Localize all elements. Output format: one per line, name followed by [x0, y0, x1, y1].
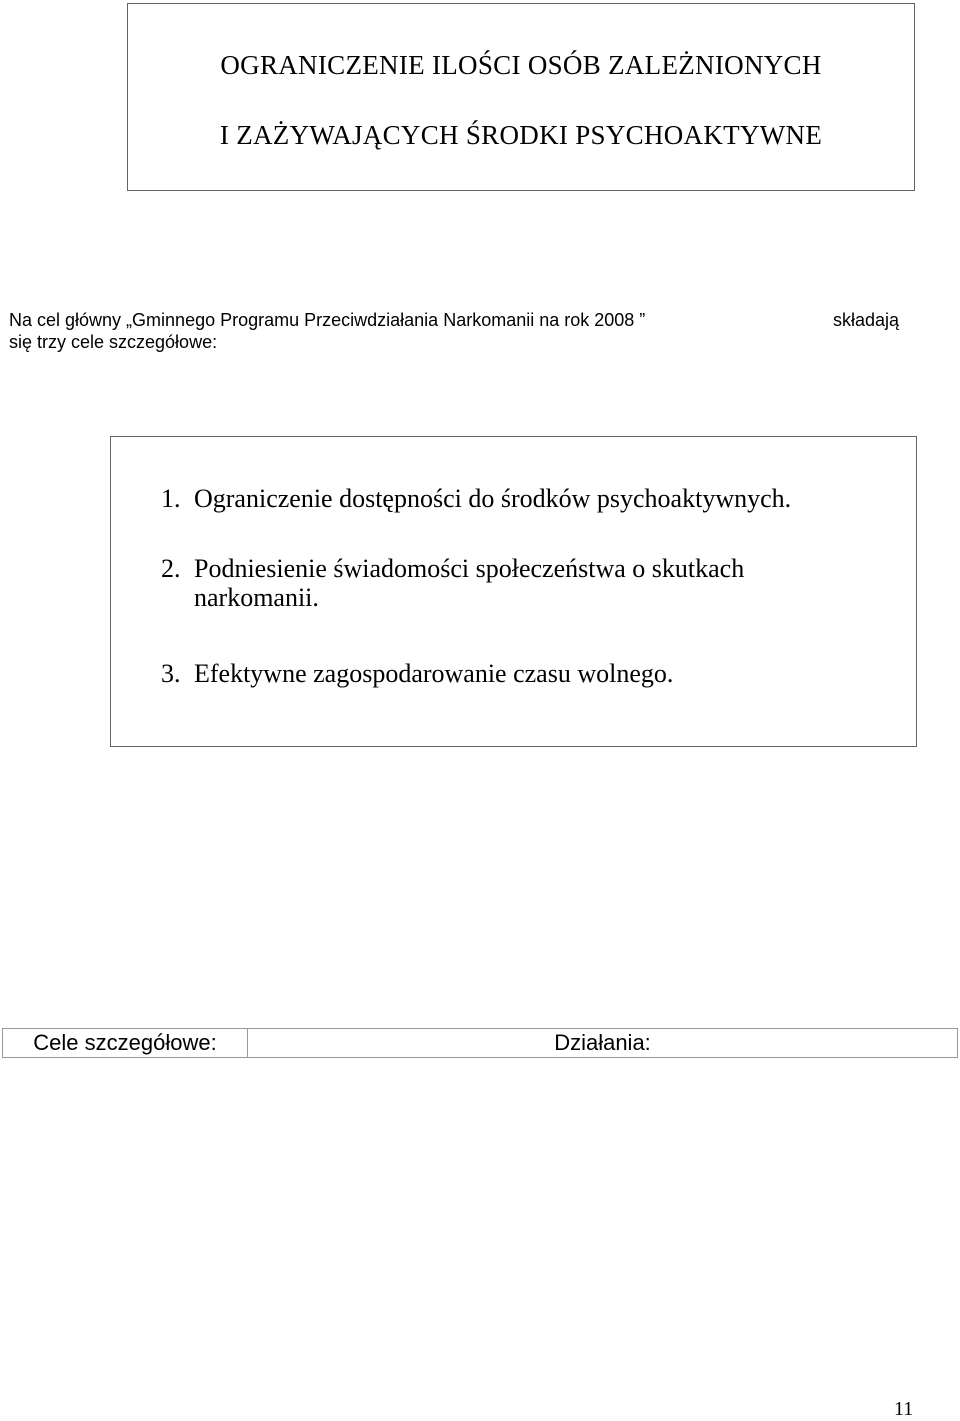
intro-line-1-end: składają — [833, 310, 900, 330]
table-header-goals: Cele szczegółowe: — [3, 1029, 248, 1057]
goals-box — [110, 436, 917, 747]
goal-text: Ograniczenie dostępności do środków psychoaktywnych. — [194, 484, 792, 513]
page-number: 11 — [894, 1398, 914, 1420]
goal-number: 2. — [161, 554, 181, 583]
goal-text: Podniesienie świadomości społeczeństwa o skutkach — [194, 554, 745, 583]
goal-text: Efektywne zagospodarowanie czasu wolnego. — [194, 659, 674, 688]
intro-paragraph — [9, 309, 949, 353]
goal-text-continued: narkomanii. — [194, 583, 319, 612]
goal-item — [161, 659, 673, 688]
intro-line-1: Na cel główny „Gminnego Programu Przeciwdziałania Narkomanii na rok 2008 ” — [9, 310, 646, 330]
goal-number: 3. — [161, 659, 181, 688]
title-line-2: I ZAŻYWAJĄCYCH ŚRODKI PSYCHOAKTYWNE — [219, 120, 823, 150]
title-line-1: OGRANICZENIE ILOŚCI OSÓB ZALEŻNIONYCH — [220, 50, 822, 80]
table-header-row — [2, 1028, 958, 1058]
title-box — [127, 3, 915, 191]
intro-line-2: się trzy cele szczegółowe: — [9, 332, 218, 352]
goal-item — [161, 554, 744, 612]
goal-number: 1. — [161, 484, 181, 513]
goal-item — [161, 484, 791, 513]
table-header-actions: Działania: — [554, 1030, 651, 1055]
